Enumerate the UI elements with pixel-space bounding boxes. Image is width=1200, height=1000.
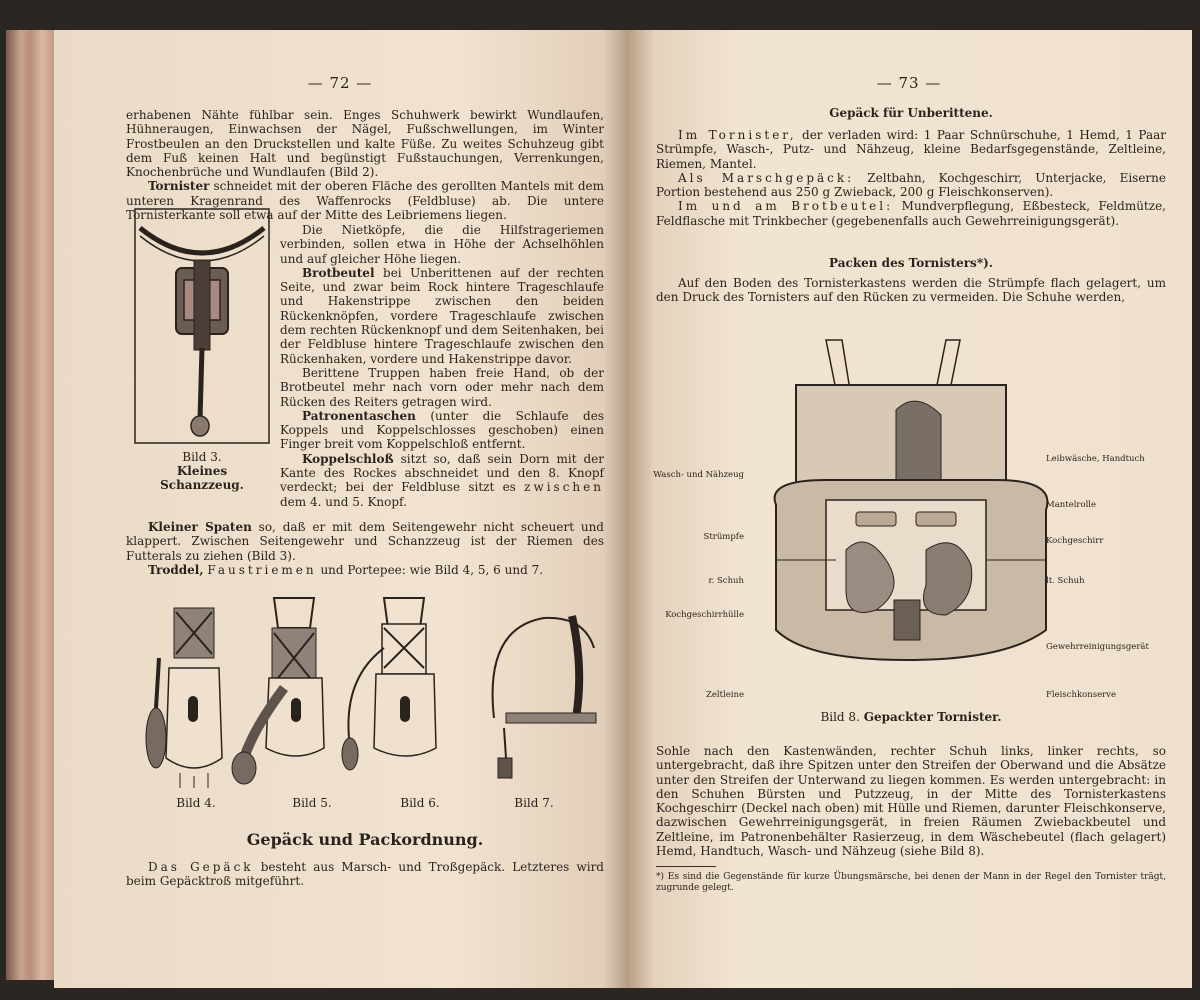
label-l-schuh: lt. Schuh [1046,576,1085,586]
figure-bild-6 [342,598,436,770]
figure-bild-3 [134,208,270,444]
caption-bild-3 [134,450,270,492]
label-mantelrolle: Mantelrolle [1046,500,1097,510]
heading-packen: Packen des Tornisters*). [829,256,993,270]
paragraph-spaten [126,520,604,577]
label-zeltleine: Zeltleine [705,690,744,700]
label-wasch-naehzeug: Wasch- und Nähzeug [653,470,744,480]
label-r-schuh: r. Schuh [708,576,744,586]
paragraph-shoes [126,108,604,222]
label-kochgeschirrhuelle: Kochgeschirrhülle [665,610,744,620]
als-marschgepaeck-spaced: Als Marschgepäck: [678,170,855,185]
figure-bild-4-7 [144,588,604,788]
als-marschgepaeck-text: Zeltbahn, Kochgeschirr, Unterjacke, Eiserne Portion bestehend aus 250 g Zwieback, 200 g Fleischkonserven). [656,170,1167,200]
paragraph-packen [656,276,1166,305]
troddel-spaced: Faustriemen [207,562,317,577]
caption-bild-5: Bild 5. [292,796,332,810]
page-number: — 72 — [307,74,373,92]
page-number: — 73 — [876,74,942,92]
term-tornister: Tornister [148,179,210,194]
text-beside-figure [280,223,604,509]
koppel-text-end: dem 4. und 5. Knopf. [280,494,407,509]
koppel-spaced: zwischen [524,480,604,495]
figure-bild-7 [493,616,596,778]
left-page [54,30,626,988]
packen-text: Auf den Boden des Tornisterkastens werden die Strümpfe flach gelagert, um den Druck des Tornisters auf den Rücken zu vermeiden. Die Schuhe werden, [656,276,1166,305]
footnote-rule [656,866,716,867]
koppel-text: sitzt so, daß sein Dorn mit der Kante des Rockes abschneidet und den 8. Knopf verdeckt; bei der Feldbluse sitzt es [280,451,604,495]
figure-number: Bild 3. [182,450,222,464]
figure-bild-5 [232,598,324,784]
paragraph-gepaeck-list [656,128,1166,228]
caption-bild-7: Bild 7. [514,796,554,810]
paragraph-gepaeck [126,860,604,889]
footnote: *) Es sind die Gegenstände für kurze Übungsmärsche, bei denen der Mann in der Regel den Tornister trägt, zugrunde gelegt. [656,872,1166,893]
berittene-text: Berittene Truppen haben freie Hand, ob der Brotbeutel mehr nach vorn oder mehr nach dem Rücken des Reiters getragen wird. [280,365,604,409]
brotbeutel-spaced: Im und am Brotbeutel: [678,199,894,214]
tornister-text: schneidet mit der oberen Fläche des gerollten Mantels mit dem unteren Kragenrand des Waffenrocks (Feldbluse) ab. Die untere Tornisterkante soll etwa auf der Mitte des Leibriemens liegen. [126,179,604,223]
term-brotbeutel: Brotbeutel [302,265,375,280]
im-tornister-spaced: Im Tornister, [678,128,797,142]
right-page [626,30,1192,988]
figure-title: Kleines Schanzzeug. [160,464,244,492]
caption-bild-8 [776,710,1046,724]
nietkoepfe-text: Die Nietköpfe, die die Hilfstrageriemen verbinden, sollen etwa in Höhe der Achselhöhlen und auf gleicher Höhe liegen. [280,223,604,266]
label-gewehrreinigungsgeraet: Gewehrreinigungsgerät [1046,642,1149,652]
term-troddel: Troddel, [148,562,204,577]
term-spaten: Kleiner Spaten [148,520,252,534]
gepaeck-spaced: Das Gepäck [148,860,254,874]
spaten-text: so, daß er mit dem Seitengewehr nicht scheuert und klappert. Zwischen Seitengewehr und Schanzzeug ist der Riemen des Futterals zu ziehen (Bild 3). [126,520,604,563]
brotbeutel-text: Mundverpflegung, Eßbesteck, Feldmütze, Feldflasche mit Trinkbecher (gegebenenfalls auch Gewehrreinigungsgerät). [656,199,1166,228]
figure-bild-4 [146,608,222,788]
figure-number: Bild 8. [820,710,860,724]
im-tornister-text: der verladen wird: 1 Paar Schnürschuhe, 1 Hemd, 1 Paar Strümpfe, Wasch-, Putz- und Nähzeug, kleine Bedarfsgegenstände, Zeltleine, Riemen, Mantel. [656,128,1166,171]
open-book [6,30,1194,990]
sohle-text: Sohle nach den Kastenwänden, rechter Schuh links, linker rechts, so untergebracht, daß ihre Spitzen unter den Streifen der Oberwand und die Absätze unter den Streifen der Unterwand zu liegen kommen. Es werden untergebracht: in den Schuhen Bürsten und Putzzeug, in der Mitte des Tornisterkastens Kochgeschirr (Deckel nach oben) mit Hülle und Riemen, darunter Fleischkonserve, dazwischen Gewehrreinigungsgerät, in freien Räumen Zwiebackbeutel und Zeltleine, im Patronenbehälter Rasierzeug, in dem Wäschebeutel (flach gelagert) Hemd, Handtuch, Wasch- und Nähzeug (siehe Bild 8). [656,744,1166,859]
brotbeutel-text: bei Unberittenen auf der rechten Seite, und zwar beim Rock hintere Trageschlaufe und Hakenstrippe zwischen den beiden Rückenknöpfen, vordere Trageschlaufe zwischen dem rechten Rückenknopf und dem Seitenhaken, bei der Feldbluse hintere Trageschlaufe zwischen den Rückenhaken, vordere und Hakenstrippe davor. [280,265,604,366]
figure-title: Gepackter Tornister. [863,710,1002,724]
figure-bild-8 [766,330,1056,680]
gepaeck-text: besteht aus Marsch- und Troßgepäck. Letzteres wird beim Gepäcktroß mitgeführt. [126,860,604,889]
caption-bild-4: Bild 4. [176,796,216,810]
caption-bild-6: Bild 6. [400,796,440,810]
label-kochgeschirr: Kochgeschirr [1046,536,1104,546]
section-title: Gepäck und Packordnung. [246,830,484,849]
heading-unberittene: Gepäck für Unberittene. [829,106,993,120]
patronen-text: (unter die Schlaufe des Koppels und Koppelschlosses geschoben) einen Finger breit vom Koppelschloß entfernt. [280,408,604,452]
troddel-text: und Portepee: wie Bild 4, 5, 6 und 7. [316,562,544,577]
label-fleischkonserve: Fleischkonserve [1046,690,1116,700]
label-struempfe: Strümpfe [703,532,744,542]
label-leibwaesche: Leibwäsche, Handtuch [1046,454,1145,464]
paragraph-sohle [656,744,1166,858]
paragraph-text: erhabenen Nähte fühlbar sein. Enges Schuhwerk bewirkt Wundlaufen, Hühneraugen, Einwachsen der Nägel, Fußschwellungen, im Winter Frostbeulen an den Druckstellen und kalte Füße. Zu weites Schuhzeug gibt dem Fuß keinen Halt und begünstigt Fußstauchungen, Verrenkungen, Knochenbrüche und Wundlaufen (Bild 2). [126,108,604,180]
term-patronentaschen: Patronentaschen [302,408,416,423]
term-koppelschloss: Koppelschloß [302,451,394,466]
